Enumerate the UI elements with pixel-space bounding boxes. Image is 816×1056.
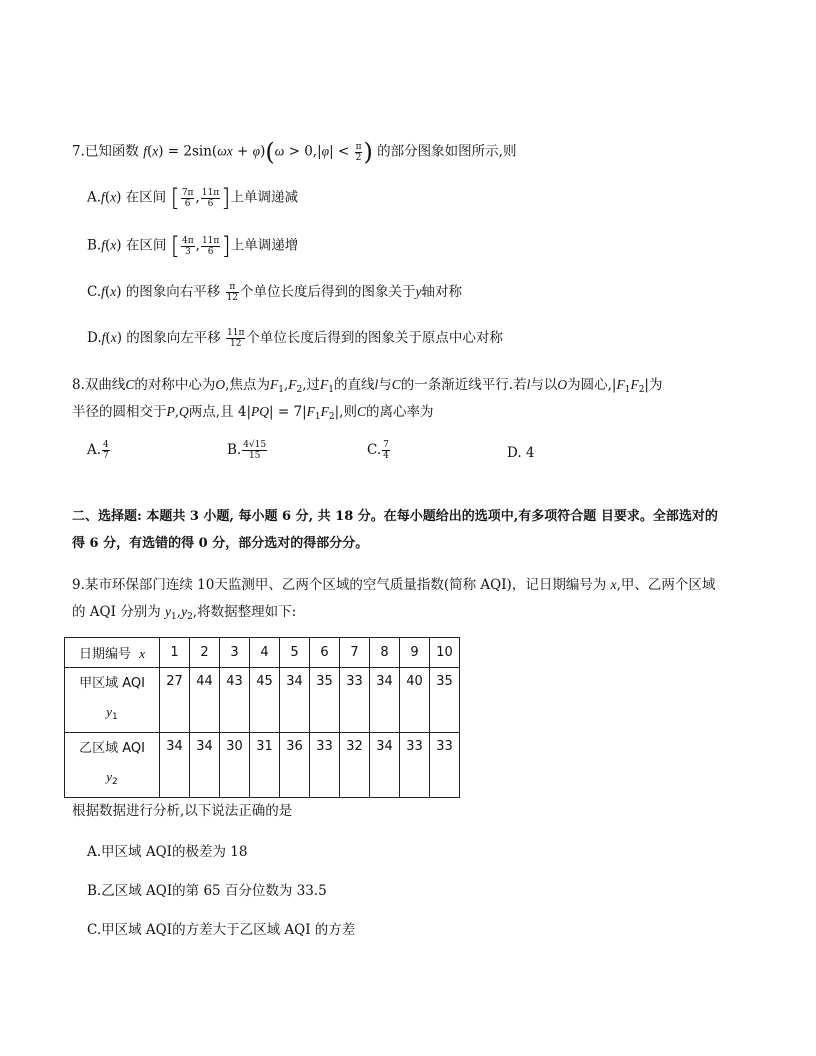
q8-option-b: B. $\frac{4√15}{15}$ — [227, 440, 267, 461]
table-cell: 33 — [400, 733, 430, 798]
table-row-region-a — [65, 668, 460, 733]
table-row-region-b — [65, 733, 460, 798]
table-cell: 31 — [250, 733, 280, 798]
table-cell: 34 — [190, 733, 220, 798]
table-cell: 32 — [340, 733, 370, 798]
q9-option-c: C.甲区域 AQI的方差大于乙区域 AQI 的方差 — [87, 922, 356, 938]
q7-stem-prefix: 7.已知函数 — [72, 143, 139, 160]
table-cell: 2 — [190, 638, 220, 668]
q9-after-table: 根据数据进行分析,以下说法正确的是 — [72, 803, 293, 819]
table-header-row — [65, 638, 460, 668]
table-cell: 35 — [310, 668, 340, 733]
section-2-heading-line1: 二、选择题: 本题共 3 小题, 每小题 6 分, 共 18 分。在每小题给出的选项中,有多项符合题 目要求。全部选对的 — [72, 509, 718, 524]
q7-function-expr: f — [143, 143, 147, 159]
table-row-label: 甲区域 AQI $y_1$ — [65, 668, 160, 733]
table-cell: 6 — [310, 638, 340, 668]
q7-option-c: C.f(x) 的图象向右平移 $\frac{\pi}{12}$ 个单位长度后得到的图象关于y轴对称 — [87, 282, 462, 303]
q8-option-c: C. $\frac{7}{4}$ — [367, 440, 389, 461]
table-cell: 30 — [220, 733, 250, 798]
q7-stem: 7.已知函数 f(x) = 2sin(ωx + φ)(ω > 0,|φ| < $\frac{\pi}{2}$ ) 的部分图象如图所示,则 — [72, 138, 517, 166]
q9-stem-line1: 9.某市环保部门连续 10天监测甲、乙两个区域的空气质量指数(简称 AQI)，记日期编号为 x,甲、乙两个区域 — [72, 577, 716, 593]
table-header-label: 日期编号 x — [65, 638, 160, 668]
q8-option-d: D. 4 — [507, 445, 535, 461]
q7-option-b: B.f(x) 在区间 [ $\frac{4\pi}{3}$ , $\frac{11\pi}{6}$ ]上单调递增 — [87, 232, 299, 260]
table-cell: 45 — [250, 668, 280, 733]
table-cell: 9 — [400, 638, 430, 668]
table-cell: 27 — [160, 668, 190, 733]
q9-option-a: A.甲区域 AQI的极差为 18 — [87, 844, 248, 860]
table-cell: 7 — [340, 638, 370, 668]
q7-option-d: D.f(x) 的图象向左平移 $\frac{11\pi}{12}$ 个单位长度后得到的图象关于原点中心对称 — [87, 328, 503, 349]
q9-stem-line2: 的 AQI 分别为 $y_1,y_2$,将数据整理如下: — [72, 604, 297, 622]
table-cell: 34 — [370, 668, 400, 733]
table-cell: 34 — [160, 733, 190, 798]
table-cell: 33 — [340, 668, 370, 733]
table-cell: 40 — [400, 668, 430, 733]
table-cell: 10 — [430, 638, 460, 668]
section-2-heading-line2: 得 6 分，有选错的得 0 分，部分选对的得部分分。 — [72, 536, 369, 551]
q7-stem-suffix: 的部分图象如图所示,则 — [377, 143, 517, 160]
table-cell: 34 — [280, 668, 310, 733]
q8-stem-line2: 半径的圆相交于P,Q两点,且 $4|PQ| = 7|F_1F_2|$,则C的离心率为 — [72, 404, 434, 422]
q8-stem-line1: 8.双曲线C的对称中心为O,焦点为$F_1,F_2$,过$F_1$的直线l与C的一条渐近线平行.若l与以O为圆心$,|F_1F_2|$为 — [72, 377, 663, 395]
q8-option-a: A. $\frac{4}{7}$ — [87, 440, 109, 461]
q7-option-a: A.f(x) 在区间 [ $\frac{7\pi}{6}$ , $\frac{11\pi}{6}$ ]上单调递减 — [87, 184, 299, 212]
table-cell: 3 — [220, 638, 250, 668]
table-cell: 4 — [250, 638, 280, 668]
table-cell: 34 — [370, 733, 400, 798]
table-cell: 44 — [190, 668, 220, 733]
q9-option-b: B.乙区域 AQI的第 65 百分位数为 33.5 — [87, 883, 327, 899]
table-cell: 43 — [220, 668, 250, 733]
table-cell: 33 — [430, 733, 460, 798]
table-cell: 33 — [310, 733, 340, 798]
table-cell: 8 — [370, 638, 400, 668]
table-cell: 5 — [280, 638, 310, 668]
aqi-table — [64, 637, 460, 798]
table-cell: 36 — [280, 733, 310, 798]
table-cell: 1 — [160, 638, 190, 668]
table-cell: 35 — [430, 668, 460, 733]
table-row-label: 乙区域 AQI $y_2$ — [65, 733, 160, 798]
